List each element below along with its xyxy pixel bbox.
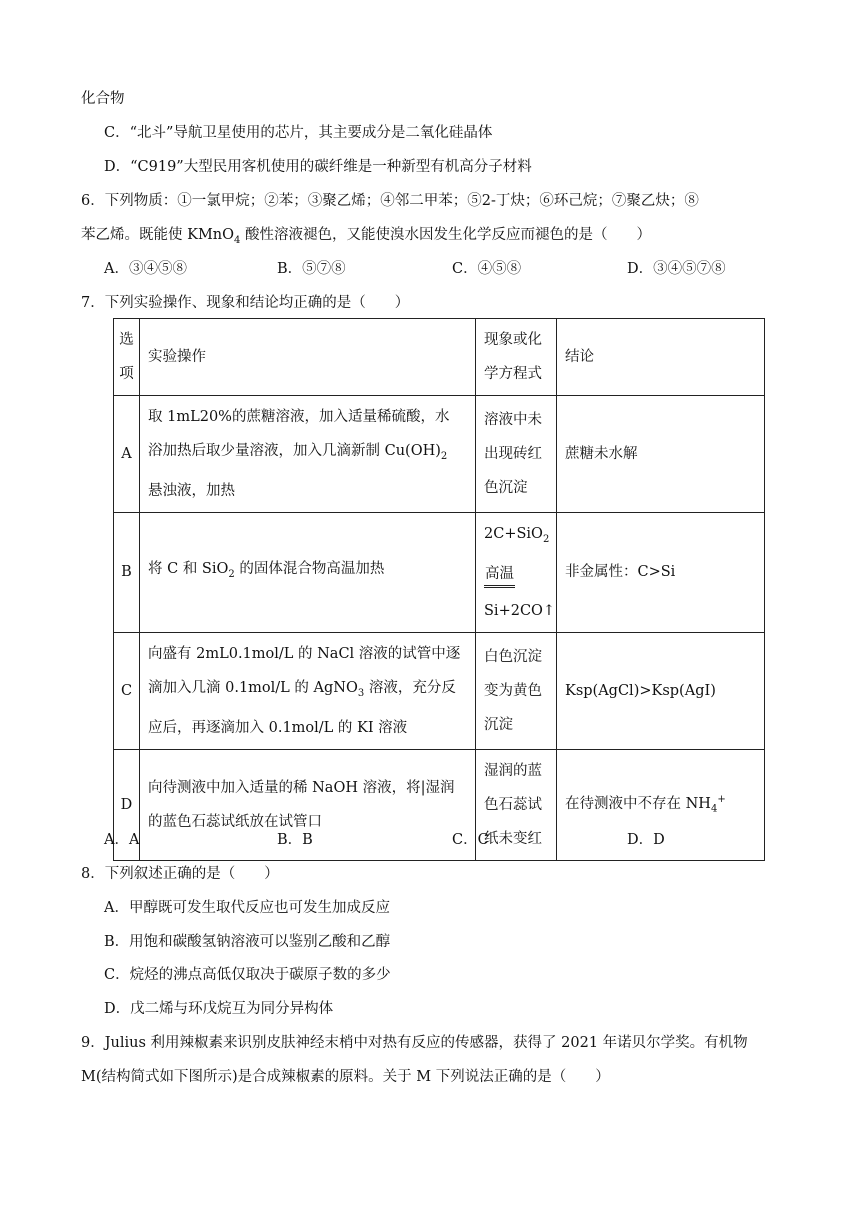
- row-key: B: [114, 512, 140, 632]
- table-row: [114, 396, 765, 513]
- row-key: D: [114, 749, 140, 860]
- q6-option-d: D．③④⑤⑦⑧: [627, 261, 726, 277]
- q8-option-c: C．烷烃的沸点高低仅取决于碳原子数的多少: [104, 967, 391, 983]
- q7-option-c: C．C: [452, 832, 489, 848]
- row-phenomenon: 溶液中未 出现砖红 色沉淀: [476, 396, 557, 513]
- q6-options: [104, 262, 804, 282]
- prev-question-tail: 化合物: [81, 91, 125, 107]
- row-key: C: [114, 632, 140, 749]
- row-key: A: [114, 396, 140, 513]
- row-operation: 取 1mL20%的蔗糖溶液，加入适量稀硫酸，水 浴加热后取少量溶液，加入几滴新制 $Cu(OH)_2$ 悬浊液，加热: [140, 396, 476, 513]
- q7-option-d: D．D: [627, 832, 665, 848]
- row-operation: 向待测液中加入适量的稀 NaOH 溶液，将|湿润 的蓝色石蕊试纸放在试管口: [140, 749, 476, 860]
- row-operation: 向盛有 2mL0.1mol/L 的 NaCl 溶液的试管中逐 滴加入几滴 0.1mol/L 的 AgNO$_3$ 溶液，充分反 应后，再逐滴加入 0.1mol/L 的 KI 溶液: [140, 632, 476, 749]
- experiment-table: [113, 318, 765, 861]
- q6-option-a: A．③④⑤⑧: [104, 261, 187, 277]
- row-phenomenon: 湿润的蓝 色石蕊试 纸未变红: [476, 749, 557, 860]
- q7-option-a: A．A: [104, 832, 140, 848]
- row-conclusion: 在待测液中不存在 $NH_4^+$: [557, 749, 765, 860]
- q6-option-c: C．④⑤⑧: [452, 261, 522, 277]
- row-conclusion: 蔗糖未水解: [557, 396, 765, 513]
- q6-option-b: B．⑤⑦⑧: [277, 261, 346, 277]
- row-conclusion: 非金属性：C>Si: [557, 512, 765, 632]
- high-temperature-condition: 高温: [484, 563, 515, 588]
- q7-stem: 7．下列实验操作、现象和结论均正确的是（ ）: [81, 295, 410, 311]
- header-option: 选 项: [114, 319, 140, 396]
- q9-stem-line1: 9．Julius 利用辣椒素来识别皮肤神经末梢中对热有反应的传感器，获得了 2021 年诺贝尔学奖。有机物: [81, 1035, 748, 1051]
- q8-option-d: D．戊二烯与环戊烷互为同分异构体: [104, 1001, 334, 1017]
- header-conclusion: 结论: [557, 319, 765, 396]
- q9-stem-line2: M(结构简式如下图所示)是合成辣椒素的原料。关于 M 下列说法正确的是（ ）: [81, 1069, 610, 1085]
- q7-option-b: B．B: [277, 832, 313, 848]
- header-phenomenon: 现象或化 学方程式: [476, 319, 557, 396]
- row-operation: 将 C 和 SiO$_2$ 的固体混合物高温加热: [140, 512, 476, 632]
- table-header-row: [114, 319, 765, 396]
- q8-stem: 8．下列叙述正确的是（ ）: [81, 866, 279, 882]
- q7-options: [104, 833, 804, 853]
- row-conclusion: Ksp(AgCl)>Ksp(AgI): [557, 632, 765, 749]
- prev-option-d: D．“C919”大型民用客机使用的碳纤维是一种新型有机高分子材料: [104, 159, 532, 175]
- q6-stem-line1: 6．下列物质：①一氯甲烷；②苯；③聚乙烯；④邻二甲苯；⑤2-丁炔；⑥环己烷；⑦聚乙炔；⑧: [81, 193, 699, 209]
- row-equation: 2C+SiO$_2$ 高温 Si+2CO↑: [476, 512, 557, 632]
- q8-option-a: A．甲醇既可发生取代反应也可发生加成反应: [104, 900, 390, 916]
- prev-option-c: C．“北斗”导航卫星使用的芯片，其主要成分是二氧化硅晶体: [104, 125, 493, 141]
- table-row: [114, 512, 765, 632]
- row-phenomenon: 白色沉淀 变为黄色 沉淀: [476, 632, 557, 749]
- table-row: [114, 632, 765, 749]
- q6-stem-line2: 苯乙烯。既能使 KMnO$_4$ 酸性溶液褪色，又能使溴水因发生化学反应而褪色的是（ ）: [81, 227, 651, 246]
- q8-option-b: B．用饱和碳酸氢钠溶液可以鉴别乙酸和乙醇: [104, 934, 391, 950]
- header-operation: 实验操作: [140, 319, 476, 396]
